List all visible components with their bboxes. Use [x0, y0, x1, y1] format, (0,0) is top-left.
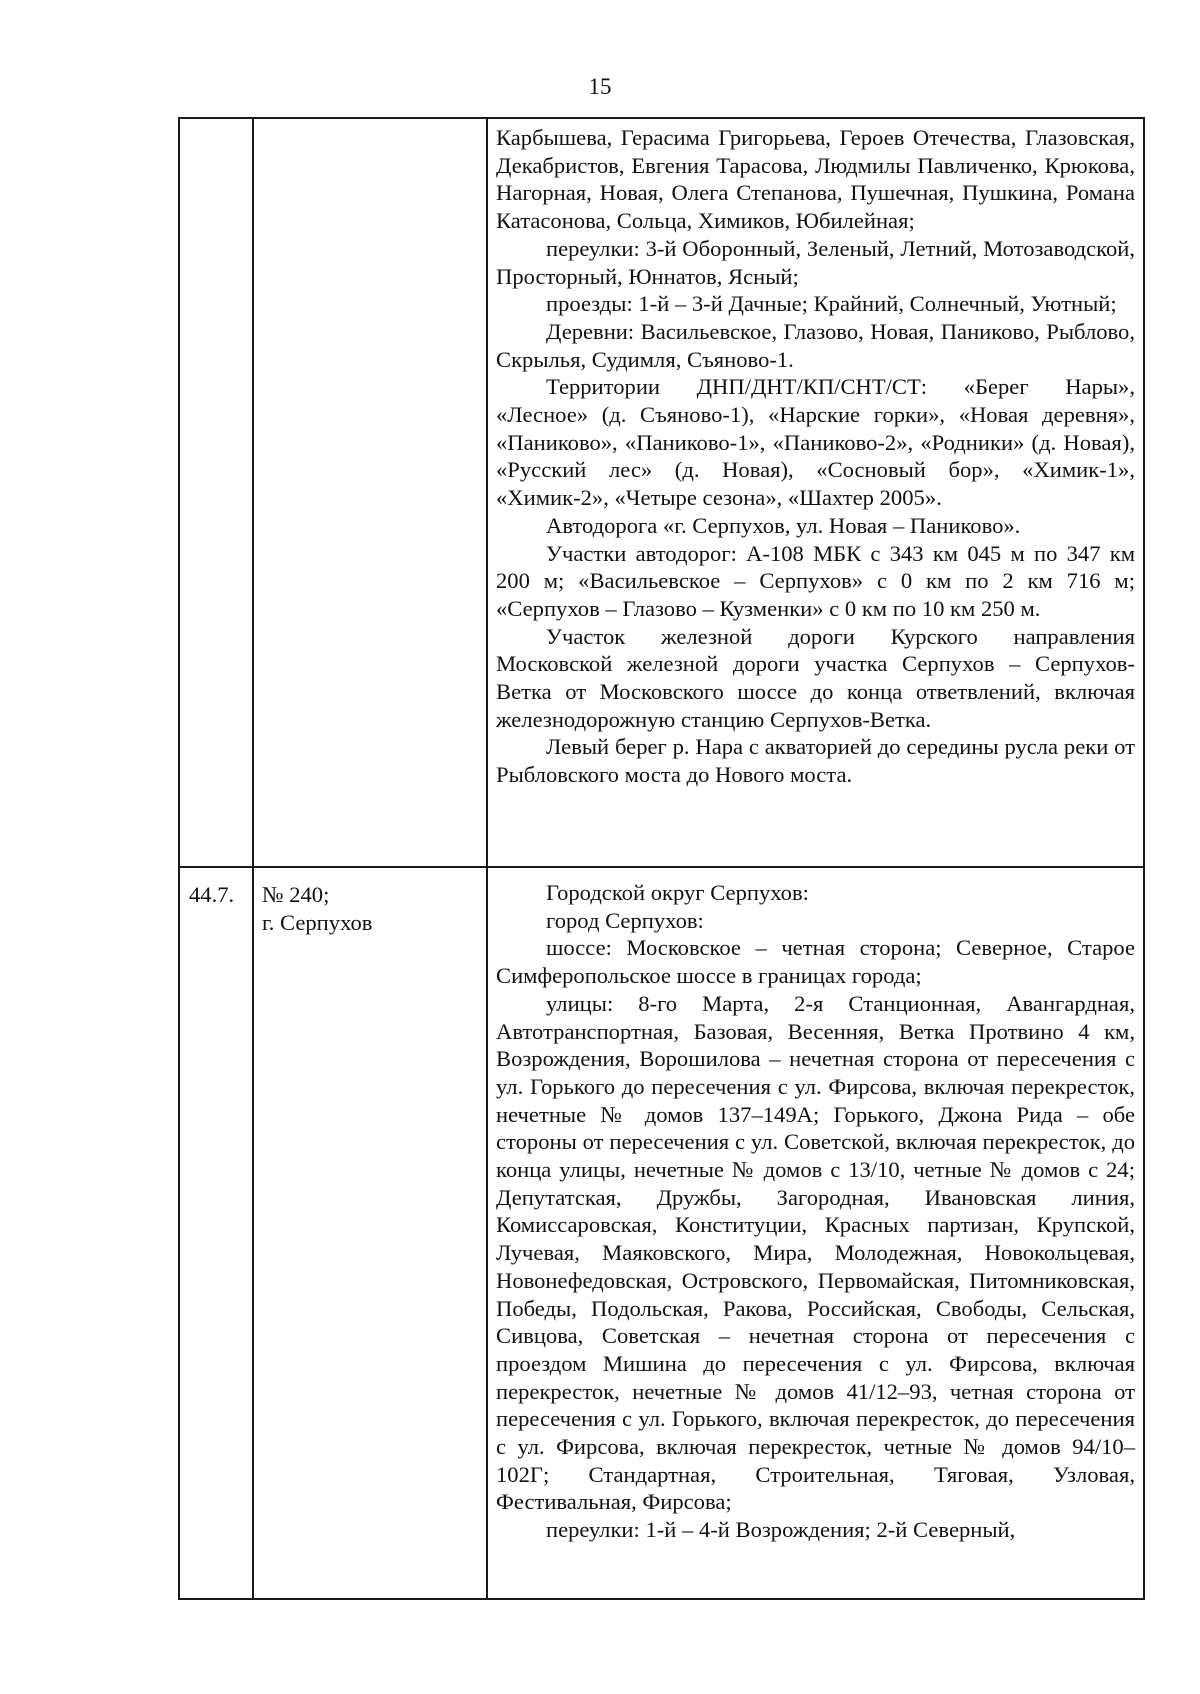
river-bank-paragraph: Левый берег р. Нара с акваторией до середины русла реки от Рыбловского моста до Нового моста.	[496, 734, 1135, 788]
table-row-continued	[179, 118, 1144, 867]
territories-paragraph: Территории ДНП/ДНТ/КП/СНТ/СТ: «Берег Нары», «Лесное» (д. Съяново-1), «Нарские горки», «Новая деревня», «Паниково», «Паниково-1», «Паниково-2», «Родники» (д. Новая), «Русский лес» (д. Новая), «Сосновый бор», «Химик-1», «Химик-2», «Четыре сезона», «Шахтер 2005».	[496, 374, 1135, 511]
district-cell	[253, 118, 487, 867]
territory-description-cell	[487, 867, 1144, 1599]
lanes-paragraph: переулки: 1-й – 4-й Возрождения; 2-й Северный,	[546, 1517, 1016, 1543]
territory-description-cell	[487, 118, 1144, 867]
highways-paragraph: шоссе: Московское – четная сторона; Северное, Старое Симферопольское шоссе в границах города;	[496, 935, 1135, 989]
lanes-paragraph: переулки: 3-й Оборонный, Зеленый, Летний, Мотозаводской, Просторный, Юннатов, Ясный;	[496, 235, 1135, 289]
table-row-44-7	[179, 867, 1144, 1599]
villages-paragraph: Деревни: Васильевское, Глазово, Новая, Паниково, Рыблово, Скрылья, Судимля, Съяново-1.	[496, 318, 1135, 372]
municipality-heading: Городской округ Серпухов:	[546, 880, 809, 905]
page-number: 15	[588, 74, 612, 99]
row-number-cell	[179, 118, 253, 867]
highway-paragraph: Автодорога «г. Серпухов, ул. Новая – Паниково».	[546, 512, 1021, 538]
district-number: № 240;	[262, 882, 330, 907]
passages-paragraph: проезды: 1-й – 3-й Дачные; Крайний, Солнечный, Уютный;	[546, 291, 1117, 317]
district-table	[178, 117, 1145, 1600]
streets-paragraph: улицы: 8-го Марта, 2-я Станционная, Авангардная, Автотранспортная, Базовая, Весенняя, Ветка Протвино 4 км, Возрождения, Ворошилова – нечетная сторона от пересечения с ул. Горького до пересечения с ул. Фирсова, включая перекресток, нечетные № домов 137–149А; Горького, Джона Рида – обе стороны от пересечения с ул. Советской, включая перекресток, до конца улицы, нечетные № домов с 13/10, четные № домов с 24; Депутатская, Дружбы, Загородная, Ивановская линия, Комиссаровская, Конституции, Красных партизан, Крупской, Лучевая, Маяковского, Мира, Молодежная, Новокольцевая, Новонефедовская, Островского, Первомайская, Питомниковская, Победы, Подольская, Ракова, Российская, Свободы, Сельская, Сивцова, Советская – нечетная сторона от пересечения с проездом Мишина до пересечения с ул. Фирсова, включая перекресток, нечетные № домов 41/12–93, четная сторона от пересечения с ул. Горького, включая перекресток, до пересечения с ул. Фирсова, включая перекресток, четные № домов 94/10–102Г; Стандартная, Строительная, Тяговая, Узловая, Фестивальная, Фирсова;	[496, 990, 1135, 1515]
row-number-cell: 44.7.	[179, 867, 253, 1599]
railway-paragraph: Участок железной дороги Курского направления Московской железной дороги участка Серпухов – Серпухов-Ветка от Московского шоссе до конца ответвлений, включая железнодорожную станцию Серпухов-Ветка.	[496, 623, 1135, 732]
district-cell	[253, 867, 487, 1599]
road-sections-paragraph: Участки автодорог: А-108 МБК с 343 км 045 м по 347 км 200 м; «Васильевское – Серпухов» с 0 км по 2 км 716 м; «Серпухов – Глазово – Кузменки» с 0 км по 10 км 250 м.	[496, 540, 1135, 621]
streets-paragraph: Карбышева, Герасима Григорьева, Героев Отечества, Глазовская, Декабристов, Евгения Тарасова, Людмилы Павличенко, Крюкова, Нагорная, Новая, Олега Степанова, Пушечная, Пушкина, Романа Катасонова, Сольца, Химиков, Юбилейная;	[496, 125, 1135, 234]
district-city: г. Серпухов	[262, 909, 373, 935]
city-heading: город Серпухов:	[546, 907, 704, 933]
